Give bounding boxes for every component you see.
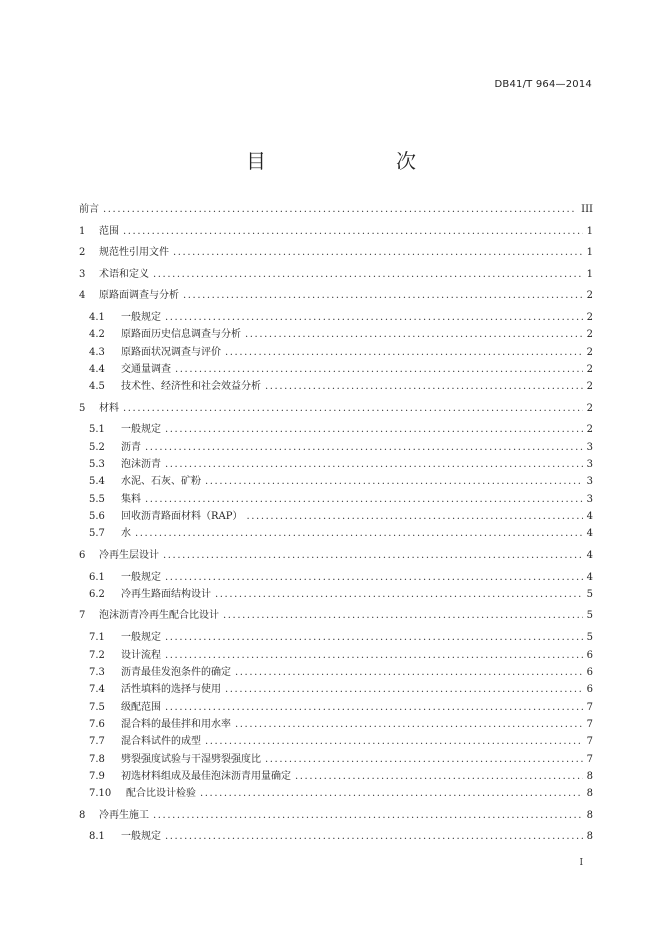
toc-entry-number: 7.9 bbox=[89, 771, 105, 782]
toc-leader-dots bbox=[103, 204, 577, 215]
toc-leader-dots bbox=[123, 226, 583, 237]
toc-entry-title: 级配范围 bbox=[121, 702, 161, 713]
toc-entry-number: 6 bbox=[79, 550, 86, 561]
toc-leader-dots bbox=[165, 312, 583, 323]
toc-entry-title: 混合料试件的成型 bbox=[121, 736, 201, 747]
toc-entry-page: 2 bbox=[586, 403, 593, 414]
toc-entry[interactable] bbox=[89, 360, 593, 376]
toc-entry-title: 沥青 bbox=[121, 442, 141, 453]
toc-entry-title: 水泥、石灰、矿粉 bbox=[121, 476, 201, 487]
toc-entry[interactable] bbox=[89, 377, 593, 393]
toc-entry-number: 6.2 bbox=[89, 589, 105, 600]
toc-entry[interactable] bbox=[89, 715, 593, 731]
toc-entry[interactable] bbox=[79, 286, 593, 302]
toc-entry-page: 4 bbox=[586, 550, 593, 561]
toc-entry[interactable] bbox=[89, 455, 593, 471]
toc-entry-number: 4.3 bbox=[89, 347, 105, 358]
toc-entry-number: 8 bbox=[79, 810, 86, 821]
toc-entry[interactable] bbox=[79, 243, 593, 259]
toc-entry-title: 材料 bbox=[99, 403, 119, 414]
toc-leader-dots bbox=[163, 550, 583, 561]
toc-entry-number: 3 bbox=[79, 269, 86, 280]
toc-entry-title: 泡沫沥青冷再生配合比设计 bbox=[99, 610, 219, 621]
toc-entry-page: III bbox=[581, 204, 593, 215]
toc-entry-page: 7 bbox=[586, 719, 593, 730]
toc-entry[interactable] bbox=[89, 585, 593, 601]
toc-entry-title: 冷再生施工 bbox=[99, 810, 149, 821]
toc-entry-number: 5.7 bbox=[89, 528, 105, 539]
page-folio: I bbox=[579, 858, 583, 868]
toc-entry-title: 原路面调查与分析 bbox=[99, 290, 179, 301]
toc-entry-number: 7.6 bbox=[89, 719, 105, 730]
toc-entry-number: 7.7 bbox=[89, 736, 105, 747]
toc-entry-title: 范围 bbox=[99, 226, 119, 237]
toc-entry-title: 一般规定 bbox=[121, 632, 161, 643]
toc-entry-page: 7 bbox=[586, 754, 593, 765]
toc-entry-number: 7.3 bbox=[89, 667, 105, 678]
toc-entry[interactable] bbox=[79, 265, 593, 281]
toc-leader-dots bbox=[246, 511, 582, 522]
toc-leader-dots bbox=[165, 572, 583, 583]
toc-entry[interactable] bbox=[89, 784, 593, 800]
toc-leader-dots bbox=[165, 424, 583, 435]
toc-leader-dots bbox=[265, 381, 583, 392]
toc-entry-title: 一般规定 bbox=[121, 572, 161, 583]
toc-entry[interactable] bbox=[89, 438, 593, 454]
toc-leader-dots bbox=[123, 403, 583, 414]
toc-entry[interactable] bbox=[89, 343, 593, 359]
toc-entry-page: 4 bbox=[586, 511, 593, 522]
toc-entry[interactable] bbox=[89, 507, 593, 523]
toc-entry-page: 2 bbox=[586, 329, 593, 340]
toc-entry-number: 5 bbox=[79, 403, 86, 414]
toc-entry[interactable] bbox=[89, 663, 593, 679]
toc-leader-dots bbox=[225, 684, 583, 695]
toc-entry-number: 7.10 bbox=[89, 788, 112, 799]
toc-entry[interactable] bbox=[89, 524, 593, 540]
toc-entry-page: 2 bbox=[586, 364, 593, 375]
standard-code: DB41/T 964—2014 bbox=[494, 79, 592, 90]
toc-entry-page: 2 bbox=[586, 347, 593, 358]
toc-entry-title: 混合料的最佳拌和用水率 bbox=[121, 719, 231, 730]
toc-entry-page: 1 bbox=[586, 247, 593, 258]
toc-leader-dots bbox=[205, 736, 583, 747]
toc-entry-title: 初选材料组成及最佳泡沫沥青用量确定 bbox=[121, 771, 291, 782]
toc-entry-page: 3 bbox=[586, 459, 593, 470]
toc-entry-number: 7.4 bbox=[89, 684, 105, 695]
toc-entry-page: 1 bbox=[586, 269, 593, 280]
toc-entry-title: 一般规定 bbox=[121, 424, 161, 435]
toc-entry-number: 5.2 bbox=[89, 442, 105, 453]
toc-entry-number: 8.1 bbox=[89, 831, 105, 842]
toc-entry-title: 原路面状况调查与评价 bbox=[121, 347, 221, 358]
toc-entry[interactable] bbox=[89, 490, 593, 506]
toc-entry[interactable] bbox=[79, 546, 593, 562]
toc-entry-title: 前言 bbox=[79, 204, 99, 215]
toc-entry-page: 4 bbox=[586, 572, 593, 583]
toc-leader-dots bbox=[235, 667, 583, 678]
toc-entry-page: 8 bbox=[586, 788, 593, 799]
toc-entry-title: 劈裂强度试验与干湿劈裂强度比 bbox=[121, 754, 261, 765]
toc-entry-title: 技术性、经济性和社会效益分析 bbox=[121, 381, 261, 392]
toc-entry-title: 设计流程 bbox=[121, 650, 161, 661]
toc-entry-page: 2 bbox=[586, 290, 593, 301]
toc-entry-title: 术语和定义 bbox=[99, 269, 149, 280]
toc-entry[interactable] bbox=[79, 399, 593, 415]
toc-entry-title: 原路面历史信息调查与分析 bbox=[121, 329, 241, 340]
toc-leader-dots bbox=[165, 650, 583, 661]
toc-entry-page: 1 bbox=[586, 226, 593, 237]
toc-entry-title: 一般规定 bbox=[121, 831, 161, 842]
toc-entry[interactable] bbox=[89, 698, 593, 714]
toc-entry-page: 8 bbox=[586, 810, 593, 821]
toc-entry[interactable] bbox=[89, 680, 593, 696]
toc-entry-number: 7 bbox=[79, 610, 86, 621]
toc-leader-dots bbox=[225, 347, 583, 358]
toc-leader-dots bbox=[165, 632, 583, 643]
toc-entry-number: 4 bbox=[79, 290, 86, 301]
toc-entry-page: 8 bbox=[586, 771, 593, 782]
toc-entry-page: 7 bbox=[586, 736, 593, 747]
toc-entry-title: 回收沥青路面材料（RAP） bbox=[121, 511, 243, 522]
toc-entry-page: 2 bbox=[586, 381, 593, 392]
toc-leader-dots bbox=[235, 719, 583, 730]
toc-leader-dots bbox=[145, 494, 583, 505]
toc-entry-page: 3 bbox=[586, 442, 593, 453]
toc-entry[interactable] bbox=[89, 472, 593, 488]
toc-entry-title: 冷再生路面结构设计 bbox=[121, 589, 211, 600]
toc-entry[interactable] bbox=[79, 222, 593, 238]
toc-entry[interactable] bbox=[89, 568, 593, 584]
toc-entry-page: 5 bbox=[586, 610, 593, 621]
toc-entry-number: 4.5 bbox=[89, 381, 105, 392]
toc-entry-number: 7.8 bbox=[89, 754, 105, 765]
toc-entry-page: 3 bbox=[586, 476, 593, 487]
toc-leader-dots bbox=[265, 754, 583, 765]
toc-entry-page: 6 bbox=[586, 667, 593, 678]
toc-entry-number: 4.2 bbox=[89, 329, 105, 340]
toc-leader-dots bbox=[165, 459, 583, 470]
toc-entry-page: 3 bbox=[586, 494, 593, 505]
toc-leader-dots bbox=[153, 269, 583, 280]
toc-entry-number: 5.3 bbox=[89, 459, 105, 470]
toc-leader-dots bbox=[215, 589, 583, 600]
toc-entry[interactable] bbox=[89, 646, 593, 662]
toc-entry-page: 6 bbox=[586, 684, 593, 695]
toc-entry[interactable] bbox=[89, 420, 593, 436]
toc-entry-page: 5 bbox=[586, 632, 593, 643]
toc-entry-title: 交通量调查 bbox=[121, 364, 171, 375]
toc-entry-number: 7.1 bbox=[89, 632, 105, 643]
page-title: 目 次 bbox=[246, 149, 446, 173]
toc-entry-page: 7 bbox=[586, 702, 593, 713]
toc-leader-dots bbox=[175, 364, 583, 375]
toc-entry-number: 4.1 bbox=[89, 312, 105, 323]
toc-entry[interactable] bbox=[89, 325, 593, 341]
toc-entry-number: 4.4 bbox=[89, 364, 105, 375]
toc-entry[interactable] bbox=[79, 200, 593, 216]
toc-leader-dots bbox=[135, 528, 583, 539]
toc-entry-page: 2 bbox=[586, 312, 593, 323]
toc-entry-title: 活性填料的选择与使用 bbox=[121, 684, 221, 695]
toc-entry-title: 集料 bbox=[121, 494, 141, 505]
toc-leader-dots bbox=[183, 290, 583, 301]
toc-entry-number: 2 bbox=[79, 247, 86, 258]
toc-entry-number: 7.2 bbox=[89, 650, 105, 661]
toc-entry-page: 8 bbox=[586, 831, 593, 842]
toc-entry-number: 6.1 bbox=[89, 572, 105, 583]
toc-entry-title: 泡沫沥青 bbox=[121, 459, 161, 470]
toc-entry[interactable] bbox=[89, 628, 593, 644]
toc-leader-dots bbox=[245, 329, 583, 340]
toc-entry-number: 1 bbox=[79, 226, 86, 237]
toc-leader-dots bbox=[153, 810, 583, 821]
toc-entry[interactable] bbox=[89, 308, 593, 324]
toc-entry-title: 沥青最佳发泡条件的确定 bbox=[121, 667, 231, 678]
toc-leader-dots bbox=[295, 771, 583, 782]
toc-entry-number: 5.6 bbox=[89, 511, 105, 522]
toc-entry-title: 一般规定 bbox=[121, 312, 161, 323]
toc-entry-number: 7.5 bbox=[89, 702, 105, 713]
toc-entry-title: 水 bbox=[121, 528, 131, 539]
toc-leader-dots bbox=[165, 702, 583, 713]
toc-entry-number: 5.1 bbox=[89, 424, 105, 435]
toc-entry-number: 5.4 bbox=[89, 476, 105, 487]
toc-entry[interactable] bbox=[89, 732, 593, 748]
toc-leader-dots bbox=[165, 831, 583, 842]
toc-entry[interactable] bbox=[79, 806, 593, 822]
toc-entry-number: 5.5 bbox=[89, 494, 105, 505]
toc-entry-page: 2 bbox=[586, 424, 593, 435]
toc-entry[interactable] bbox=[89, 827, 593, 843]
toc-leader-dots bbox=[145, 442, 583, 453]
toc-entry-title: 配合比设计检验 bbox=[126, 788, 196, 799]
toc-entry-title: 冷再生层设计 bbox=[99, 550, 159, 561]
toc-leader-dots bbox=[223, 610, 583, 621]
toc-entry-page: 6 bbox=[586, 650, 593, 661]
toc-entry[interactable] bbox=[79, 606, 593, 622]
toc-entry-page: 4 bbox=[586, 528, 593, 539]
toc-leader-dots bbox=[173, 247, 583, 258]
toc-entry[interactable] bbox=[89, 767, 593, 783]
toc-leader-dots bbox=[200, 788, 583, 799]
toc-leader-dots bbox=[205, 476, 583, 487]
toc-entry-page: 5 bbox=[586, 589, 593, 600]
toc-entry[interactable] bbox=[89, 750, 593, 766]
toc-entry-title: 规范性引用文件 bbox=[99, 247, 169, 258]
